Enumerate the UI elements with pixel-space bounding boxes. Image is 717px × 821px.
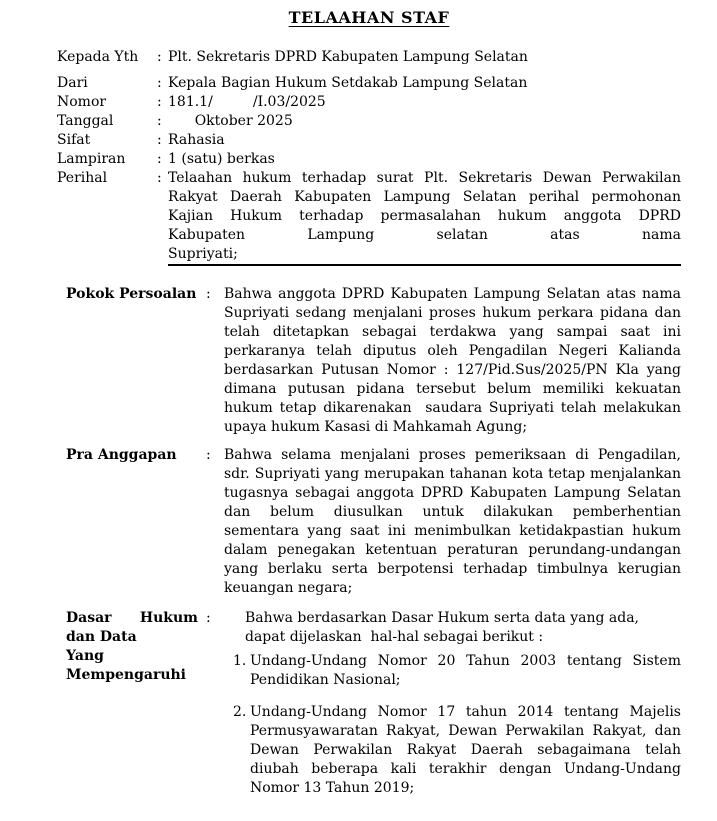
list-item <box>224 703 681 798</box>
list-item <box>224 652 681 690</box>
list-item-text: Undang-Undang Nomor 17 tahun 2014 tentang Majelis Permusyawaratan Rakyat, Dewan Perwakilan Rakyat, dan Dewan Perwakilan Rakyat Daerah sebagaimana telah diubah beberapa kali terakhir dengan Undang-Undang Nomor 13 Tahun 2019; <box>250 704 681 796</box>
section-colon: : <box>206 610 211 626</box>
header-field-dari <box>57 74 681 93</box>
field-colon: : <box>157 49 162 65</box>
section-label-line: Yang <box>66 648 104 664</box>
header-field-perihal <box>57 169 681 266</box>
section-label <box>57 609 198 798</box>
header-block <box>57 48 681 266</box>
field-colon: : <box>157 75 162 91</box>
section-label-line: Mempengaruhi <box>66 667 187 683</box>
field-label: Nomor <box>57 94 107 110</box>
field-label: Dari <box>57 75 88 91</box>
section-label-line: dan Data <box>66 629 137 645</box>
header-field-lampiran <box>57 150 681 169</box>
section-label: Pra Anggapan <box>66 447 177 463</box>
section-label-line: Dasar Hukum <box>66 610 198 626</box>
section-body: Bahwa selama menjalani proses pemeriksaan di Pengadilan, sdr. Supriyati yang merupakan tahanan kota tetap menjalankan tugasnya sebagai anggota DPRD Kabupaten Lampung Selatan dan belum diusulkan untuk dilakukan pemberhentian sementara yang saat ini menimbulkan ketidakpastian hukum dalam penegakan ketentuan peraturan perundang-undangan yang berlaku serta berpotensi terhadap timbulnya kerugian keuangan negara; <box>224 447 681 596</box>
list-item-number: 2. <box>233 704 247 720</box>
perihal-underlined-text: Supriyati; <box>168 245 681 266</box>
document-title: TELAAHAN STAF <box>288 8 450 27</box>
field-value: 181.1/ /I.03/2025 <box>168 94 326 110</box>
section-pokok-persoalan <box>57 285 681 437</box>
section-body: Bahwa anggota DPRD Kabupaten Lampung Selatan atas nama Supriyati sedang menjalani proses hukum perkara pidana dan telah ditetapkan sebagai terdakwa yang sampai saat ini perkaranya telah diputus oleh Pengadilan Negeri Kalianda berdasarkan Putusan Nomor : 127/Pid.Sus/2025/PN Kla yang dimana putusan pidana tersebut belum memiliki kekuatan hukum tetap dikarenakan saudara Supriyati telah melakukan upaya hukum Kasasi di Mahkamah Agung; <box>224 286 681 435</box>
section-pra-anggapan <box>57 446 681 598</box>
field-value-perihal <box>168 169 681 266</box>
header-field-sifat <box>57 131 681 150</box>
field-value: Oktober 2025 <box>168 113 293 129</box>
header-field-tanggal <box>57 112 681 131</box>
section-intro: Bahwa berdasarkan Dasar Hukum serta data yang ada, dapat dijelaskan hal-hal sebagai berikut : <box>245 610 640 645</box>
section-body <box>224 609 681 798</box>
section-colon: : <box>206 447 211 463</box>
field-label: Sifat <box>57 132 91 148</box>
perihal-text: Telaahan hukum terhadap surat Plt. Sekretaris Dewan Perwakilan Rakyat Daerah Kabupaten Lampung Selatan perihal permohonan Kajian Hukum terhadap permasalahan hukum anggota DPRD Kabupaten Lampung selatan atas nama <box>168 170 681 243</box>
header-field-kepada <box>57 48 681 67</box>
field-colon: : <box>157 151 162 167</box>
field-colon: : <box>157 113 162 129</box>
list-item-number: 1. <box>233 653 247 669</box>
section-label: Pokok Persoalan <box>66 286 197 302</box>
field-value: Plt. Sekretaris DPRD Kabupaten Lampung Selatan <box>168 49 528 65</box>
list-item-text: Undang-Undang Nomor 20 Tahun 2003 tentang Sistem Pendidikan Nasional; <box>250 653 681 688</box>
field-colon: : <box>157 132 162 148</box>
field-label: Perihal <box>57 170 108 186</box>
field-value: Rahasia <box>168 132 225 148</box>
field-label: Kepada Yth <box>57 49 139 65</box>
field-value: Kepala Bagian Hukum Setdakab Lampung Selatan <box>168 75 528 91</box>
section-dasar-hukum <box>57 609 681 798</box>
header-field-nomor <box>57 93 681 112</box>
section-colon: : <box>206 286 211 302</box>
field-label: Tanggal <box>57 113 114 129</box>
field-label: Lampiran <box>57 151 126 167</box>
field-colon: : <box>157 94 162 110</box>
field-colon: : <box>157 170 162 186</box>
field-value: 1 (satu) berkas <box>168 151 275 167</box>
